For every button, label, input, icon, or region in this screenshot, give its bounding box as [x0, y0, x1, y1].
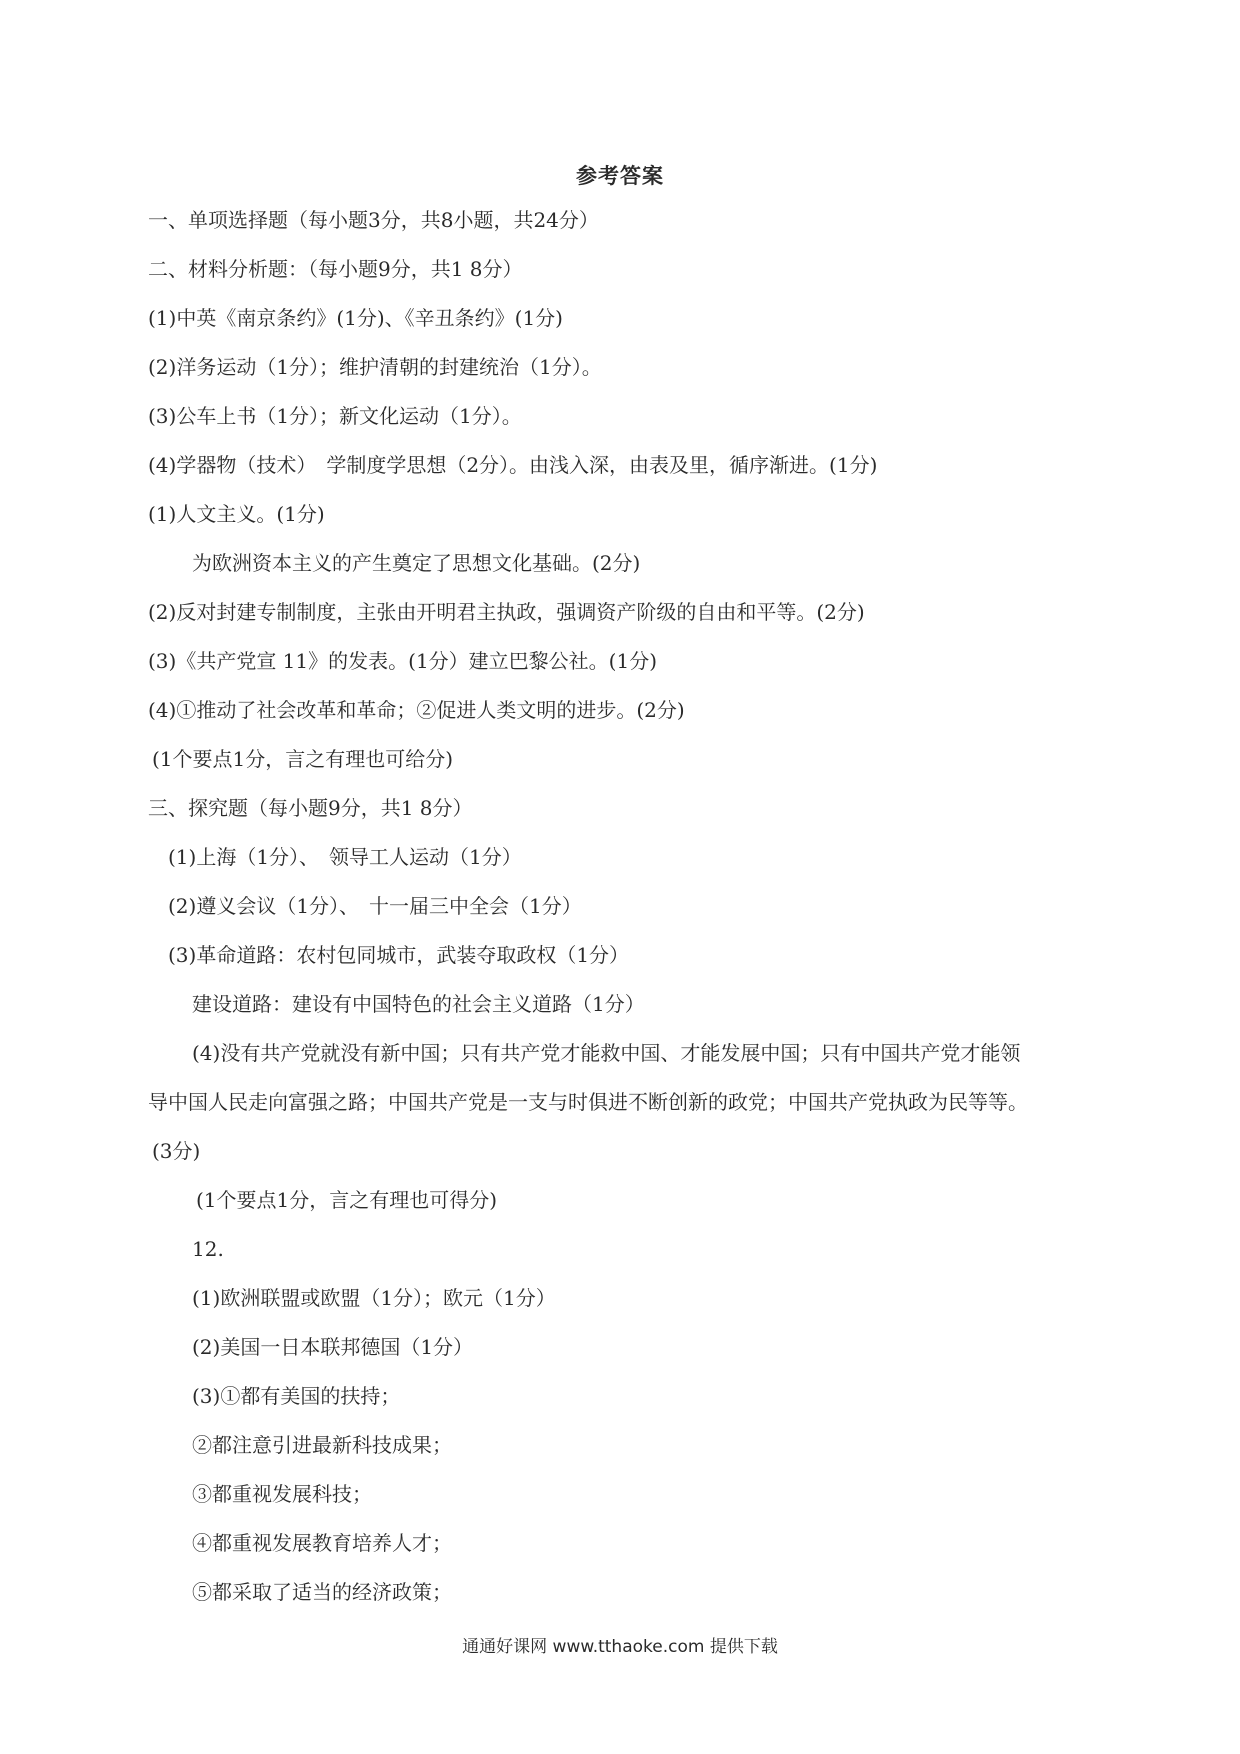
answer-line: 为欧洲资本主义的产生奠定了思想文化基础。(2分) — [192, 551, 641, 575]
download-footer: 通通好课网 www.tthaoke.com 提供下载 — [462, 1637, 778, 1657]
answer-line: (3)公车上书（1分）；新文化运动（1分）。 — [148, 404, 522, 428]
answer-line: (3)革命道路：农村包同城市，武装夺取政权（1分） — [168, 943, 630, 967]
answer-line: (2)遵义会议（1分）、 十一届三中全会（1分） — [168, 894, 582, 918]
answer-line: 建设道路：建设有中国特色的社会主义道路（1分） — [192, 992, 645, 1016]
answer-line: (3)①都有美国的扶持； — [192, 1384, 401, 1408]
answer-line: (2)洋务运动（1分）；维护清朝的封建统治（1分）。 — [148, 355, 602, 379]
answer-line: ⑤都采取了适当的经济政策； — [192, 1580, 452, 1604]
answer-line: ②都注意引进最新科技成果； — [192, 1433, 452, 1457]
answer-line: (3分) — [152, 1139, 201, 1163]
section-2-heading: 二、材料分析题：（每小题9分，共1 8分） — [148, 257, 523, 281]
answer-line: (4)①推动了社会改革和革命；②促进人类文明的进步。(2分) — [148, 698, 685, 722]
scoring-note: (1个要点1分，言之有理也可得分) — [196, 1188, 498, 1212]
answer-line: (1)欧洲联盟或欧盟（1分）；欧元（1分） — [192, 1286, 556, 1310]
answer-line: ③都重视发展科技； — [192, 1482, 372, 1506]
page-title: 参考答案 — [576, 163, 664, 188]
section-3-heading: 三、探究题（每小题9分，共1 8分） — [148, 796, 473, 820]
answer-line: (2)美国一日本联邦德国（1分） — [192, 1335, 474, 1359]
section-1-heading: 一、单项选择题（每小题3分，共8小题，共24分） — [148, 208, 599, 232]
answer-line: (2)反对封建专制制度，主张由开明君主执政，强调资产阶级的自由和平等。(2分) — [148, 600, 865, 624]
question-number: 12. — [192, 1237, 224, 1261]
answer-line: (3)《共产党宣 11》的发表。(1分）建立巴黎公社。(1分) — [148, 649, 657, 673]
answer-line: (1)人文主义。(1分) — [148, 502, 325, 526]
answer-line: (4)没有共产党就没有新中国；只有共产党才能救中国、才能发展中国；只有中国共产党才能领 — [192, 1041, 1021, 1065]
scoring-note: (1个要点1分，言之有理也可给分) — [152, 747, 454, 771]
answer-line: (1)上海（1分）、 领导工人运动（1分） — [168, 845, 522, 869]
answer-line: 导中国人民走向富强之路；中国共产党是一支与时俱进不断创新的政党；中国共产党执政为民等等。 — [148, 1090, 1028, 1114]
answer-line: ④都重视发展教育培养人才； — [192, 1531, 452, 1555]
answer-line: (4)学器物（技术） 学制度学思想（2分）。由浅入深，由表及里，循序渐进。(1分) — [148, 453, 878, 477]
answer-line: (1)中英《南京条约》(1分)、《辛丑条约》(1分) — [148, 306, 563, 330]
